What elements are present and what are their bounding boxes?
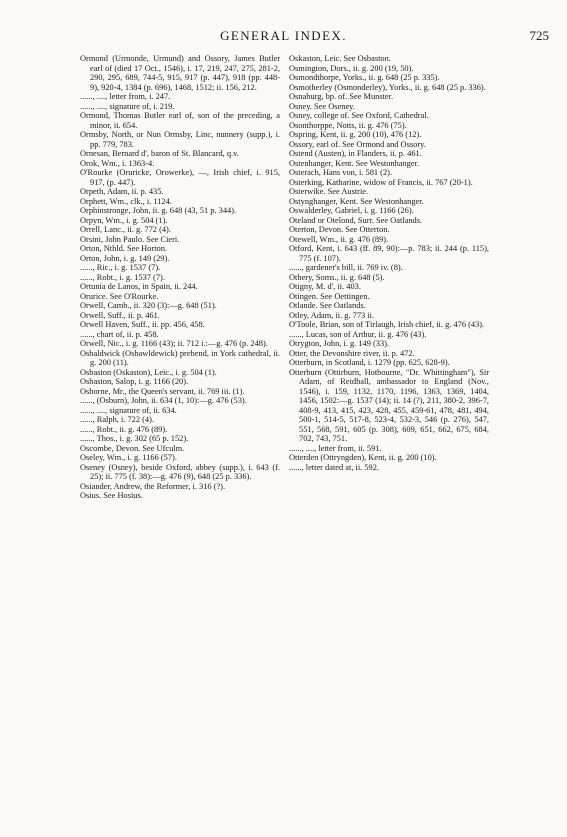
index-entry: Otter, the Devonshire river, ii. p. 472.: [289, 348, 415, 358]
index-entry: Oseney (Osney), beside Oxford, abbey (supp.), i. 643 (f. 25); ii. 775 (f. 38):—g. 476 (9), 648 (25 p. 336).: [80, 462, 280, 481]
index-entry: Othery, Soms., ii. g. 648 (5).: [289, 272, 385, 282]
index-entry: Ormsby, North, or Nun Ormsby, Linc, nunnery (supp.), i. pp. 779, 783.: [80, 130, 280, 149]
index-entry: Orok, Wm., i. 1363-4.: [80, 158, 155, 168]
index-entry: Ormond, Thomas Butler earl of, son of the preceding, a minor, ii. 654.: [80, 111, 280, 130]
index-entry: Orpeth, Adam, ii. p. 435.: [80, 187, 164, 196]
index-entry: Orsini, John Paulo. See Cieri.: [80, 234, 180, 244]
index-entry: Orwell, Suff., ii. p. 461.: [80, 310, 160, 320]
index-entry: ......, letter dated at, ii. 592.: [289, 462, 380, 472]
index-entry: Osmington, Dors., ii. g. 200 (19, 50).: [289, 63, 414, 73]
index-entry: Orwell, Nic., i. g. 1166 (43); ii. 712 i.:—g. 476 (p. 248).: [80, 339, 268, 348]
index-entry: ......, chart of, ii. p. 458.: [80, 329, 159, 339]
index-entry: Osterach, Hans von, i. 581 (2).: [289, 168, 393, 177]
index-entry: Otewell, Wm., ii. g. 476 (89).: [289, 234, 389, 244]
index-entry: ......, ...., signature of, i. 219.: [80, 101, 175, 111]
index-entry: ......, Thos., i. g. 302 (65 p. 152).: [80, 434, 189, 443]
index-entry: Ostenhanger, Kent. See Westonhanger.: [289, 158, 420, 168]
index-entry: ......, gardener's bill, ii. 769 iv. (8).: [289, 263, 403, 272]
index-entry: Ostynghanger, Kent. See Westonhanger.: [289, 196, 424, 206]
index-entry: ......, ...., letter from, i. 247.: [80, 92, 171, 101]
index-entry: Osbaston, Salop, i. g. 1166 (20).: [80, 377, 189, 386]
index-entry: Ormond (Urmonde, Urmund) and Ossory, James Butler earl of (died 17 Oct., 1546), i. 17, 219, 247, 275, 281-2, 290, 295, 689, 744-5, 915, 917 (p. 447), 918 (pp. 448-9), 920-4, 1384 (p. 696), 1468, 1512; ii. 156, 212.: [80, 54, 280, 92]
index-entry: Orwell Haven, Suff., ii. pp. 456, 458.: [80, 320, 205, 329]
index-entry: Otingen. See Oettingen.: [289, 291, 370, 301]
index-entry: ......, Lucas, son of Arthur, ii. g. 476 (43).: [289, 329, 427, 339]
index-column-right: [289, 54, 489, 472]
index-entry: Osmotherley (Osmonderley), Yorks., ii. g. 648 (25 p. 336).: [289, 82, 486, 92]
index-entry: Orpyn, Wm., i. g. 504 (1).: [80, 215, 168, 225]
index-entry: Otterden (Ottryngden), Kent, ii. g. 200 (10).: [289, 453, 437, 462]
index-entry: Orton, Nthld. See Horton.: [80, 244, 167, 253]
index-entry: Ossory, earl of. See Ormond and Ossory.: [289, 139, 426, 149]
index-entry: Ostend (Austen), in Flanders, ii. p. 461.: [289, 149, 422, 158]
index-entry: Otterburn (Ottirburn, Hotbourne, "Dr. Whittingham"), Sir Adam, of Reidhall, ambassador to England (Nov., 1546), i. 159, 1132, 1170, 1196, 1363, 1369, 1404, 1456, 1502:—g. 1537 (14); ii. 14 (?), 211, 380-2, 396-7, 408-9, 413, 415, 423, 428, 455, 459-61, 478, 481, 494, 500-1, 514-5, 517-8, 523-4, 532-3, 546 (p. 276), 547, 551, 568, 591, 605 (p. 308), 609, 651, 662, 675, 684, 702, 743, 751.: [289, 367, 489, 443]
page-title: GENERAL INDEX.: [220, 28, 347, 43]
index-entry: Osborne, Mr., the Queen's servant, ii. 769 iii. (1).: [80, 386, 245, 396]
index-entry: Ortunia de Lanos, in Spain, ii. 244.: [80, 282, 198, 291]
index-entry: Osiander, Andrew, the Reformer, i. 316 (?).: [80, 481, 226, 491]
index-entry: Orphinstronge, John, ii. g. 648 (43, 51 p. 344).: [80, 206, 237, 215]
index-column-left: [80, 54, 280, 501]
index-entry: Otrygton, John, i. g. 149 (33).: [289, 339, 390, 348]
index-entry: Otterburn, in Scotland, i. 1279 (pp. 625, 628-9).: [289, 358, 450, 367]
index-entry: Ornesan, Bernard d', baron of St. Blancard, q.v.: [80, 149, 239, 158]
index-entry: Otley, Adam, ii. g. 773 ii.: [289, 310, 375, 320]
index-entry: Osonthorppe, Notts, ii. g. 476 (75).: [289, 120, 407, 130]
index-entry: ......, ...., letter from, ii. 591.: [289, 443, 382, 453]
index-entry: Orrell, Lanc., ii. g. 772 (4).: [80, 225, 171, 234]
index-entry: ......, ...., signature of, ii. 634.: [80, 405, 177, 415]
index-entry: Oseley, Wm., i. g. 1166 (57).: [80, 453, 177, 462]
index-entry: Osney. See Oseney.: [289, 101, 355, 111]
index-entry: ......, Robt., i. g. 1537 (7).: [80, 272, 165, 282]
index-entry: ......, Ralph, i. 722 (4).: [80, 415, 154, 424]
index-entry: O'Rourke (Oruricke, Orowerke), —, Irish chief, i. 915, 917, (p. 447).: [80, 168, 280, 187]
page-number: 725: [529, 28, 549, 43]
index-entry: Orwell, Camb., ii. 320 (3):—g. 648 (51).: [80, 301, 217, 310]
index-entry: Osterwike. See Austrie.: [289, 187, 369, 196]
index-entry: Osbaston (Oskaston), Leic., i. g. 504 (1).: [80, 367, 217, 377]
index-entry: ......, Ric., i. g. 1537 (7).: [80, 263, 161, 272]
index-entry: ......, (Osburn), John, ii. 634 (1, 10):—g. 476 (53).: [80, 396, 247, 405]
page-header: [0, 28, 567, 48]
index-entry: Ospring, Kent, ii. g. 200 (10), 476 (12).: [289, 130, 422, 139]
index-entry: Oteland or Otelond, Surr. See Oatlands.: [289, 215, 423, 225]
index-entry: Osnaburg, bp. of. See Munster.: [289, 92, 394, 101]
index-entry: Orphett, Wm., clk., i. 1124.: [80, 196, 172, 206]
index-entry: ......, Robt., ii. g. 476 (89).: [80, 424, 168, 434]
index-entry: Otlande. See Oatlands.: [289, 301, 366, 310]
index-entry: Orton, John, i. g. 149 (29).: [80, 253, 170, 263]
index-entry: Otigny, M. d', ii. 403.: [289, 282, 361, 291]
index-entry: Osmondthorpe, Yorks., ii. g. 648 (25 p. 335).: [289, 73, 440, 82]
index-entry: Otford, Kent, i. 643 (ff. 89, 90):—p. 783; ii. 244 (p. 115), 775 (f. 107).: [289, 244, 489, 263]
index-entry: Osney, college of. See Oxford, Cathedral.: [289, 111, 429, 120]
index-entry: Oterton, Devon. See Otterton.: [289, 225, 390, 234]
index-entry: Oskaston, Leic. See Osbaston.: [289, 54, 391, 63]
index-entry: Orurice. See O'Rourke.: [80, 291, 159, 301]
index-entry: Oswalderley, Gabriel, i. g. 1166 (26).: [289, 206, 414, 215]
index-entry: O'Toole, Brian, son of Tirlaugh, Irish chief, ii. g. 476 (43).: [289, 320, 485, 329]
index-entry: Osius. See Hosius.: [80, 491, 143, 500]
index-entry: Osbaldwick (Osbawldewick) prebend, in York cathedral, ii. g. 200 (11).: [80, 348, 280, 367]
index-entry: Oscombe, Devon. See Ufculm.: [80, 443, 185, 453]
index-entry: Osterking, Katharine, widow of Francis, ii. 767 (20-1).: [289, 177, 473, 187]
